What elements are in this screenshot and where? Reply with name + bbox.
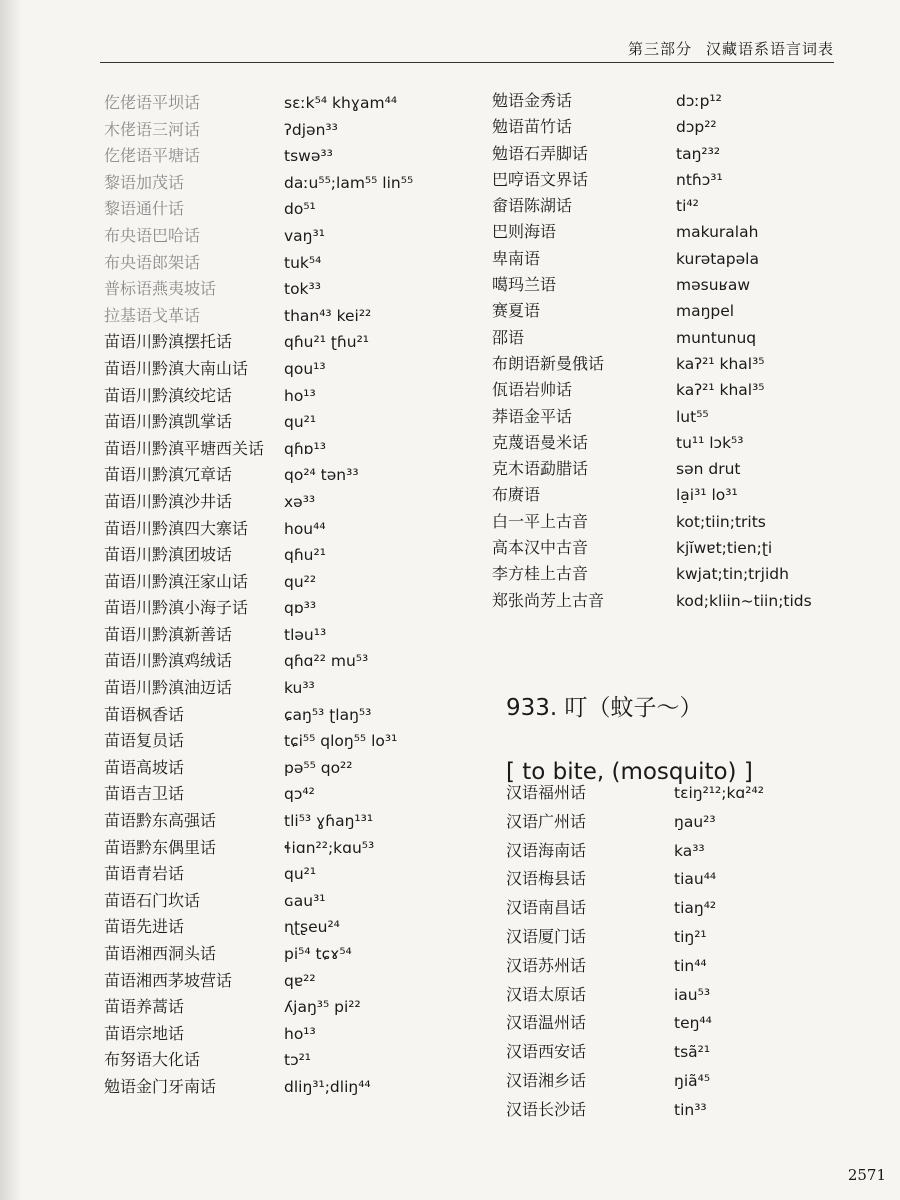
dialect-name: 卑南语	[492, 248, 541, 268]
dialect-name: 苗语黔东高强话	[104, 811, 217, 831]
phonetic-form: do⁵¹	[284, 200, 316, 219]
entry-row	[492, 430, 872, 456]
phonetic-form: tiaŋ⁴²	[674, 899, 717, 918]
phonetic-form: ti⁴²	[676, 197, 699, 216]
phonetic-form: ʎjaŋ³⁵ pi²²	[284, 998, 361, 1017]
entry-row	[492, 588, 872, 614]
entry-row	[492, 404, 872, 430]
entry-row	[104, 436, 484, 463]
dialect-name: 汉语西安话	[506, 1042, 587, 1062]
dialect-name: 巴则海语	[492, 222, 557, 242]
entry-row	[104, 595, 484, 622]
entry-row	[104, 755, 484, 782]
entry-row	[506, 1097, 886, 1126]
entry-row	[492, 456, 872, 482]
dialect-name: 拉基语戈革话	[104, 305, 201, 325]
phonetic-form: qu²¹	[284, 413, 317, 432]
phonetic-form: taŋ²³²	[676, 144, 721, 163]
entry-row	[104, 835, 484, 862]
entry-row	[104, 569, 484, 596]
phonetic-form: tsã²¹	[674, 1043, 711, 1062]
entry-row	[104, 462, 484, 489]
dialect-name: 苗语川黔滇大南山话	[104, 358, 249, 378]
dialect-name: 木佬语三河话	[104, 119, 201, 139]
phonetic-form: ɳʈʂeu²⁴	[284, 918, 340, 937]
dialect-name: 苗语湘西茅坡营话	[104, 970, 233, 990]
entry-row	[104, 781, 484, 808]
dialect-name: 布央语郎架话	[104, 252, 201, 272]
dialect-name: 苗语川黔滇摆托话	[104, 332, 233, 352]
phonetic-form: tin⁴⁴	[674, 956, 707, 975]
dialect-name: 苗语川黔滇平塘西关话	[104, 438, 265, 458]
phonetic-form: ɢau³¹	[284, 891, 326, 910]
entry-row	[506, 1039, 886, 1068]
entry-row	[492, 272, 872, 298]
dialect-name: 苗语湘西洞头话	[104, 944, 217, 963]
entry-row	[104, 383, 484, 410]
entry-row	[104, 489, 484, 516]
phonetic-form: muntunuq	[676, 328, 757, 347]
phonetic-form: qu²¹	[284, 865, 317, 884]
entry-row	[104, 303, 484, 330]
entry-row	[104, 516, 484, 543]
phonetic-form: ku³³	[284, 679, 315, 698]
dialect-name: 苗语青岩话	[104, 864, 185, 884]
phonetic-form: qɦɑ²² mu⁵³	[284, 652, 369, 671]
page-binding-shadow	[0, 0, 22, 1200]
phonetic-form: vaŋ³¹	[284, 226, 325, 245]
phonetic-form: ɕaŋ⁵³ ʈlaŋ⁵³	[284, 705, 372, 724]
dialect-name: 布朗语新曼俄话	[492, 353, 605, 373]
phonetic-form: qou¹³	[284, 359, 326, 378]
dialect-name: 邵语	[492, 327, 525, 347]
dialect-name: 仡佬语平坝话	[104, 93, 201, 112]
dialect-name: 苗语养蒿话	[104, 997, 185, 1017]
phonetic-form: qɦɒ¹³	[284, 439, 326, 458]
dialect-name: 高本汉中古音	[492, 538, 589, 558]
dialect-name: 苗语高坡话	[104, 757, 185, 777]
phonetic-form: pə⁵⁵ qo²²	[284, 758, 353, 777]
header-title: 汉藏语系语言词表	[705, 40, 834, 58]
phonetic-form: tu¹¹ lɔk⁵³	[676, 433, 744, 452]
entry-row	[104, 223, 484, 250]
phonetic-form: tləu¹³	[284, 625, 327, 644]
dialect-name: 苗语川黔滇冗章话	[104, 465, 233, 485]
entry-row	[104, 276, 484, 303]
dialect-name: 克木语勐腊话	[492, 459, 589, 479]
entry-row	[506, 809, 886, 838]
dialect-name: 勉语苗竹话	[492, 117, 573, 137]
entry-row	[492, 509, 872, 535]
dialect-name: 勉语金门牙南话	[104, 1076, 217, 1096]
section-gloss: [ to bite, (mosquito) ]	[506, 759, 753, 785]
entry-row	[506, 1068, 886, 1097]
entry-row	[104, 1047, 484, 1074]
dialect-name: 苗语川黔滇鸡绒话	[104, 651, 233, 671]
dialect-name: 苗语枫香话	[104, 704, 185, 724]
phonetic-form: qɐ²²	[284, 971, 316, 990]
phonetic-form: dɔp²²	[676, 118, 717, 137]
dialect-name: 苗语川黔滇油迈话	[104, 678, 233, 698]
entry-row	[492, 114, 872, 140]
header-rule	[100, 62, 834, 63]
entry-row	[506, 982, 886, 1011]
dialect-name: 黎语加茂话	[104, 172, 185, 192]
entry-row	[104, 90, 484, 117]
phonetic-form: tok³³	[284, 280, 321, 299]
phonetic-form: qɔ⁴²	[284, 785, 315, 804]
phonetic-form: kurətapəla	[676, 249, 759, 268]
entry-row	[104, 250, 484, 277]
phonetic-form: kod;kliin~tiin;tids	[676, 591, 812, 610]
dialect-name: 佤语岩帅话	[492, 380, 573, 400]
dialect-name: 苗语川黔滇小海子话	[104, 598, 249, 618]
dialect-name: 汉语太原话	[506, 984, 587, 1004]
dialect-name: 汉语广州话	[506, 811, 587, 831]
entry-row	[506, 895, 886, 924]
dialect-name: 仡佬语平塘话	[104, 146, 201, 166]
dialect-name: 噶玛兰语	[492, 275, 557, 295]
phonetic-form: hou⁴⁴	[284, 519, 326, 538]
phonetic-form: tswə³³	[284, 147, 333, 166]
entry-row	[104, 117, 484, 144]
phonetic-form: dliŋ³¹;dliŋ⁴⁴	[284, 1077, 371, 1096]
phonetic-form: pi⁵⁴ tɕɤ⁵⁴	[284, 945, 352, 963]
dialect-name: 普标语燕夷坡话	[104, 279, 217, 299]
entry-row	[104, 888, 484, 915]
entry-row	[492, 482, 872, 508]
entry-row	[104, 143, 484, 170]
entry-row	[492, 561, 872, 587]
dialect-name: 畲语陈湖话	[492, 196, 573, 216]
dialect-name: 苗语吉卫话	[104, 784, 185, 804]
entry-row	[104, 808, 484, 835]
phonetic-form: tiŋ²¹	[674, 927, 707, 946]
entry-row	[104, 702, 484, 729]
entry-row	[492, 351, 872, 377]
dialect-name: 汉语温州话	[506, 1013, 587, 1033]
phonetic-form: iau⁵³	[674, 985, 711, 1004]
entry-row	[492, 167, 872, 193]
entry-row	[104, 170, 484, 197]
entry-row	[506, 953, 886, 982]
entry-row	[492, 325, 872, 351]
phonetic-form: ho¹³	[284, 1024, 316, 1043]
dialect-name: 克蔑语曼米话	[492, 432, 589, 452]
entry-row	[104, 622, 484, 649]
phonetic-form: qɒ³³	[284, 599, 317, 618]
dialect-name: 勉语石弄脚话	[492, 143, 589, 163]
dialect-name: 李方桂上古音	[492, 564, 589, 584]
section-headword: 叮（蚊子～）	[564, 695, 703, 721]
entry-row	[506, 1010, 886, 1039]
dialect-name: 布努语大化话	[104, 1050, 201, 1070]
header-part: 第三部分	[627, 40, 692, 58]
phonetic-form: kaʔ²¹ khal³⁵	[676, 354, 765, 373]
phonetic-form: tli⁵³ ɣɦaŋ¹³¹	[284, 812, 374, 831]
phonetic-form: sən drut	[676, 460, 741, 479]
entry-row	[492, 377, 872, 403]
phonetic-form: ka³³	[674, 841, 705, 860]
phonetic-form: ŋiã⁴⁵	[674, 1071, 711, 1090]
entry-row	[104, 409, 484, 436]
phonetic-form: kwjat;tin;trjidh	[676, 565, 789, 584]
dialect-name: 汉语南昌话	[506, 898, 587, 918]
entry-row	[492, 535, 872, 561]
entry-row	[104, 914, 484, 941]
section-number: 933.	[506, 695, 558, 721]
dialect-name: 汉语梅县话	[506, 869, 587, 889]
entry-row	[492, 193, 872, 219]
dialect-name: 汉语苏州话	[506, 955, 587, 975]
dialect-name: 郑张尚芳上古音	[492, 590, 605, 610]
dialect-name: 布央语巴哈话	[104, 225, 201, 245]
phonetic-form: dɔːp¹²	[676, 92, 722, 110]
entry-row	[104, 329, 484, 356]
entry-row	[104, 941, 484, 968]
dialect-name: 莽语金平话	[492, 406, 573, 426]
phonetic-form: la̠i³¹ lo³¹	[676, 486, 738, 505]
page-number: 2571	[847, 1166, 886, 1184]
phonetic-form: sɛːk⁵⁴ khɣam⁴⁴	[284, 94, 398, 112]
phonetic-form: tɕi⁵⁵ qloŋ⁵⁵ lo³¹	[284, 732, 398, 751]
phonetic-form: tɛiŋ²¹²;kɑ²⁴²	[674, 784, 764, 802]
entry-row	[506, 866, 886, 895]
dialect-name: 汉语厦门话	[506, 926, 587, 946]
dialect-name: 苗语川黔滇四大寨话	[104, 518, 249, 538]
right-column-top	[492, 88, 872, 614]
entry-row	[104, 1074, 484, 1101]
entry-row	[104, 356, 484, 383]
phonetic-form: than⁴³ kei²²	[284, 306, 372, 325]
phonetic-form: məsuʁaw	[676, 276, 751, 295]
phonetic-form: tɔ²¹	[284, 1051, 312, 1070]
dialect-name: 汉语湘乡话	[506, 1070, 587, 1090]
dialect-name: 苗语复员话	[104, 731, 185, 751]
dialect-name: 苗语川黔滇团坡话	[104, 545, 233, 565]
phonetic-form: kot;tiin;trits	[676, 512, 766, 531]
entry-row	[104, 728, 484, 755]
phonetic-form: qɦu²¹ ʈɦu²¹	[284, 333, 369, 352]
phonetic-form: ʔdjən³³	[284, 120, 338, 139]
entry-row	[506, 924, 886, 953]
dialect-name: 苗语黔东偶里话	[104, 837, 217, 857]
phonetic-form: tuk⁵⁴	[284, 253, 322, 272]
phonetic-form: kaʔ²¹ khal³⁵	[676, 381, 765, 400]
phonetic-form: qɦu²¹	[284, 546, 326, 565]
dialect-name: 巴哼语文界话	[492, 169, 589, 189]
phonetic-form: tin³³	[674, 1100, 707, 1119]
phonetic-form: ŋau²³	[674, 812, 716, 831]
dialect-name: 汉语海南话	[506, 840, 587, 860]
entry-row	[104, 861, 484, 888]
entry-row	[104, 968, 484, 995]
phonetic-form: ho¹³	[284, 386, 316, 405]
entry-row	[492, 246, 872, 272]
entry-row	[104, 542, 484, 569]
dialect-name: 苗语川黔滇绞坨话	[104, 385, 233, 405]
entry-row	[104, 994, 484, 1021]
phonetic-form: daːu⁵⁵;lam⁵⁵ lin⁵⁵	[284, 173, 414, 192]
entry-row	[104, 675, 484, 702]
dialect-name: 赛夏语	[492, 301, 541, 321]
left-column	[104, 90, 484, 1101]
dialect-name: 汉语福州话	[506, 783, 587, 802]
dialect-name: 勉语金秀话	[492, 91, 573, 110]
dialect-name: 苗语川黔滇新善话	[104, 624, 233, 644]
phonetic-form: tiau⁴⁴	[674, 870, 717, 889]
entry-row	[506, 780, 886, 809]
dialect-name: 布赓语	[492, 485, 541, 505]
entry-row	[104, 1021, 484, 1048]
section-headline	[506, 676, 876, 740]
entry-row	[104, 196, 484, 223]
entry-row	[506, 838, 886, 867]
phonetic-form: makuralah	[676, 223, 759, 242]
dialect-name: 苗语川黔滇凯掌话	[104, 412, 233, 432]
entry-row	[492, 88, 872, 114]
entry-row	[104, 648, 484, 675]
phonetic-form: kjĭwɐt;tien;ʈi	[676, 539, 773, 558]
phonetic-form: qu²²	[284, 572, 317, 591]
dialect-name: 白一平上古音	[492, 511, 589, 531]
phonetic-form: teŋ⁴⁴	[674, 1014, 712, 1033]
entry-row	[492, 141, 872, 167]
phonetic-form: xə³³	[284, 492, 316, 511]
dialect-name: 苗语川黔滇沙井话	[104, 491, 233, 511]
phonetic-form: maŋpel	[676, 302, 735, 321]
phonetic-form: ɬiɑn²²;kɑu⁵³	[284, 838, 375, 857]
phonetic-form: ntɦɔ³¹	[676, 170, 723, 189]
dialect-name: 苗语石门坎话	[104, 890, 201, 910]
dialect-name: 黎语通什话	[104, 199, 185, 219]
phonetic-form: lut⁵⁵	[676, 407, 709, 426]
dialect-name: 苗语川黔滇汪家山话	[104, 571, 249, 591]
phonetic-form: qo²⁴ tən³³	[284, 466, 359, 485]
right-column-bottom	[506, 780, 886, 1126]
entry-row	[492, 219, 872, 245]
dialect-name: 汉语长沙话	[506, 1099, 587, 1119]
dialect-name: 苗语先进话	[104, 917, 185, 937]
running-header	[628, 38, 834, 59]
dialect-name: 苗语宗地话	[104, 1023, 185, 1043]
entry-row	[492, 298, 872, 324]
